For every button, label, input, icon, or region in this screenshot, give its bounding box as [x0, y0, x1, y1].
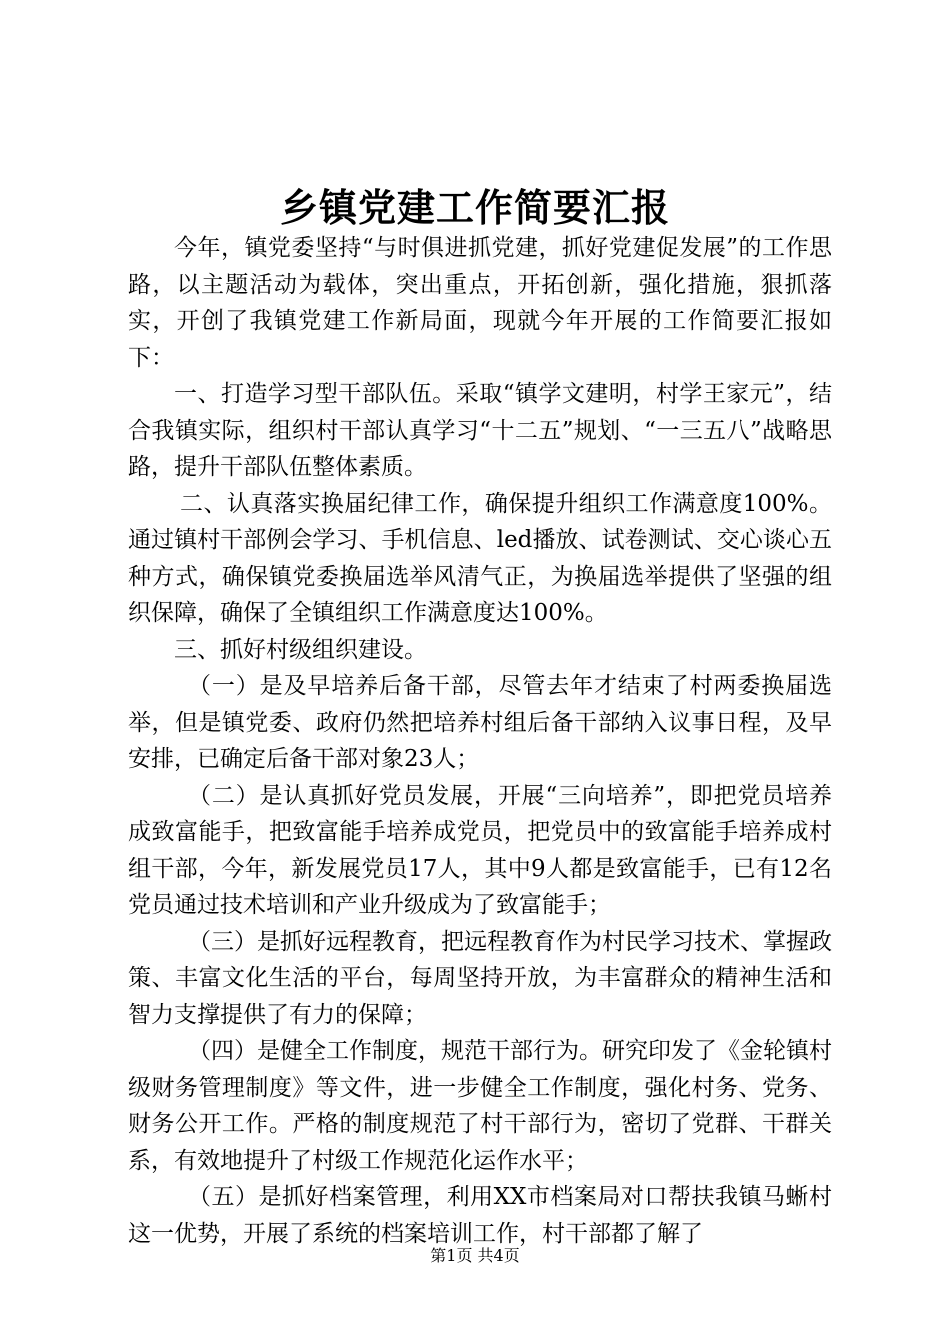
subsection-4-paragraph: （四）是健全工作制度，规范干部行为。研究印发了《金轮镇村级财务管理制度》等文件，进一步健全工作制度，强化村务、党务、财务公开工作。严格的制度规范了村干部行为，密切了党群、干群关系，有效地提升了村级工作规范化运作水平；: [128, 1038, 832, 1174]
subsection-5-paragraph: （五）是抓好档案管理，利用XX市档案局对口帮扶我镇马蜥村这一优势，开展了系统的档案培训工作，村干部都了解了: [128, 1184, 832, 1247]
subsection-2-paragraph: （二）是认真抓好党员发展，开展“三向培养”，即把党员培养成致富能手，把致富能手培养成党员，把党员中的致富能手培养成村组干部，今年，新发展党员17人，其中9人都是致富能手，已有12名党员通过技术培训和产业升级成为了致富能手；: [128, 782, 832, 918]
section-3-heading: 三、抓好村级组织建设。: [174, 636, 427, 663]
subsection-3-paragraph: （三）是抓好远程教育，把远程教育作为村民学习技术、掌握政策、丰富文化生活的平台，每周坚持开放，为丰富群众的精神生活和智力支撑提供了有力的保障；: [128, 928, 832, 1028]
document-title: 乡镇党建工作简要汇报: [279, 185, 670, 230]
section-2-paragraph: 二、认真落实换届纪律工作，确保提升组织工作满意度100%。通过镇村干部例会学习、手机信息、led播放、试卷测试、交心谈心五种方式，确保镇党委换届选举风清气正，为换届选举提供了坚强的组织保障，确保了全镇组织工作满意度达100%。: [128, 490, 832, 626]
page-number-footer: 第1页 共4页: [430, 1246, 520, 1265]
section-1-paragraph: 一、打造学习型干部队伍。采取“镇学文建明，村学王家元”，结合我镇实际，组织村干部认真学习“十二五”规划、“一三五八”战略思路，提升干部队伍整体素质。: [128, 381, 832, 480]
subsection-1-paragraph: （一）是及早培养后备干部，尽管去年才结束了村两委换届选举，但是镇党委、政府仍然把培养村组后备干部纳入议事日程，及早安排，已确定后备干部对象23人；: [128, 673, 832, 772]
intro-paragraph: 今年，镇党委坚持“与时俱进抓党建，抓好党建促发展”的工作思路，以主题活动为载体，突出重点，开拓创新，强化措施，狠抓落实，开创了我镇党建工作新局面，现就今年开展的工作简要汇报如下：: [128, 235, 832, 371]
document-body: [128, 230, 832, 1252]
